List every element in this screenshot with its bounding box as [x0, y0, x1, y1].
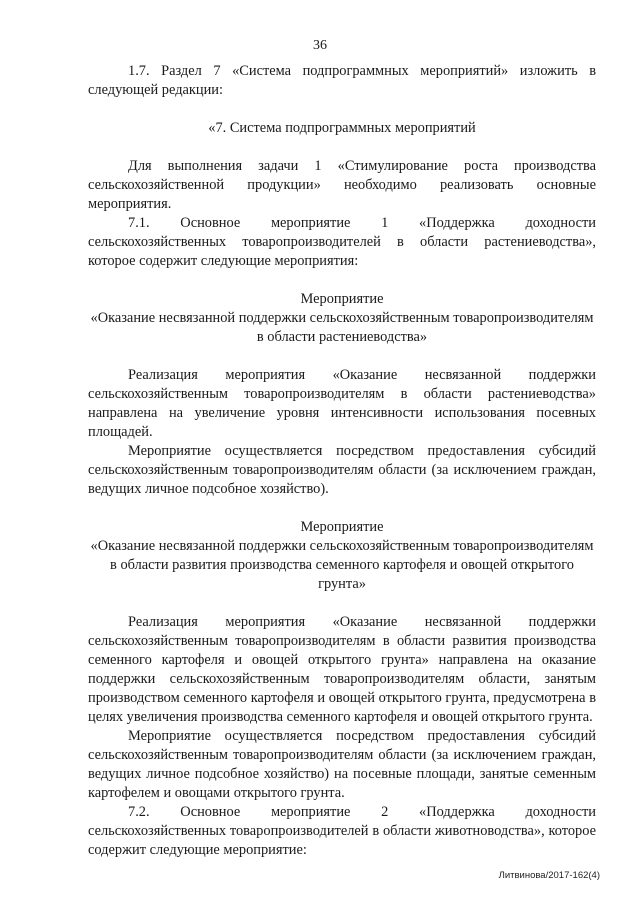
measure-2-label: Мероприятие	[300, 519, 384, 535]
spacer	[88, 347, 596, 366]
measure-2-title: «Оказание несвязанной поддержки сельскохозяйственным товаропроизводителям в области развития производства семенного картофеля и овощей открытого грунта»	[90, 538, 594, 592]
spacer	[88, 499, 596, 518]
document-body	[88, 62, 596, 860]
paragraph-7-2: 7.2. Основное мероприятие 2 «Поддержка доходности сельскохозяйственных товаропроизводителей в области животноводства», которое содержит следующие мероприятие:	[88, 804, 596, 858]
section-title: «7. Система подпрограммных мероприятий	[208, 120, 476, 136]
paragraph-measure-1-subsidy: Мероприятие осуществляется посредством предоставления субсидий сельскохозяйственным товаропроизводителям области (за исключением граждан, ведущих личное подсобное хозяйство).	[88, 443, 596, 497]
paragraph-1-7: 1.7. Раздел 7 «Система подпрограммных мероприятий» изложить в следующей редакции:	[88, 63, 596, 98]
paragraph-task-1: Для выполнения задачи 1 «Стимулирование роста производства сельскохозяйственной продукции» необходимо реализовать основные мероприятия.	[88, 158, 596, 212]
measure-1-label: Мероприятие	[300, 291, 384, 307]
measure-1-title: «Оказание несвязанной поддержки сельскохозяйственным товаропроизводителям в области растениеводства»	[90, 310, 594, 345]
spacer	[88, 271, 596, 290]
spacer	[88, 100, 596, 119]
footer-document-code: Литвинова/2017-162(4)	[498, 870, 600, 881]
spacer	[88, 594, 596, 613]
paragraph-7-1: 7.1. Основное мероприятие 1 «Поддержка доходности сельскохозяйственных товаропроизводителей в области растениеводства», которое содержит следующие мероприятия:	[88, 215, 596, 269]
paragraph-measure-1-impl: Реализация мероприятия «Оказание несвязанной поддержки сельскохозяйственным товаропроизводителям в области растениеводства» направлена на увеличение уровня интенсивности использования посевных площадей.	[88, 367, 596, 440]
paragraph-measure-2-impl: Реализация мероприятия «Оказание несвязанной поддержки сельскохозяйственным товаропроизводителям в области развития производства семенного картофеля и овощей открытого грунта» направлена на оказание поддержки сельскохозяйственным товаропроизводителям области, занятым производством семенного картофеля и овощей открытого грунта, предусмотрена в целях увеличения производства семенного картофеля и овощей открытого грунта.	[88, 614, 596, 725]
spacer	[88, 138, 596, 157]
paragraph-measure-2-subsidy: Мероприятие осуществляется посредством предоставления субсидий сельскохозяйственным товаропроизводителям области (за исключением граждан, ведущих личное подсобное хозяйство) на посевные площади, занятые семенным картофелем и овощами открытого грунта.	[88, 728, 596, 801]
page-number: 36	[313, 38, 327, 53]
